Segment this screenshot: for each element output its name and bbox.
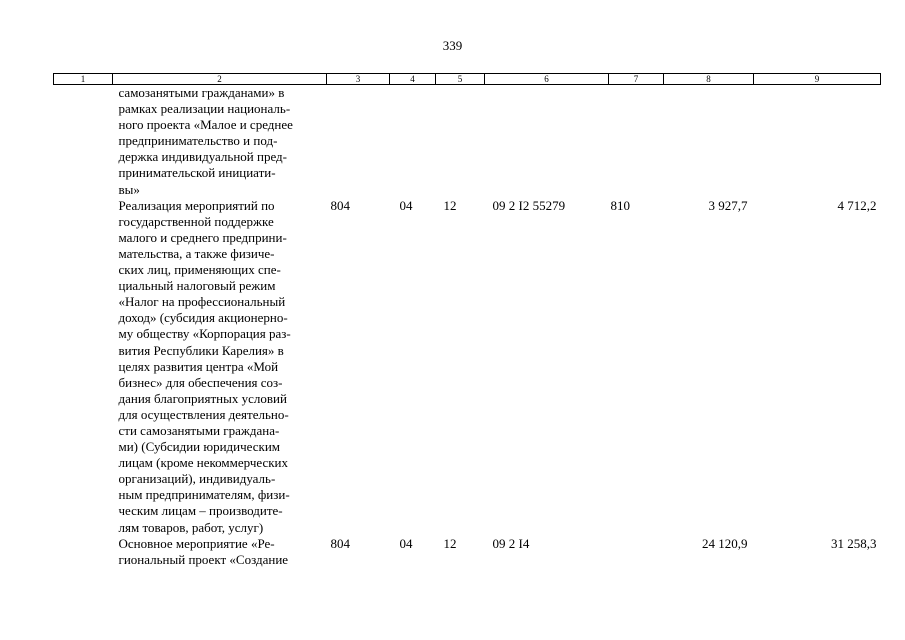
table-row: [54, 536, 881, 568]
column-header: 5: [436, 74, 485, 85]
name-line: ских лиц, применяющих спе-: [118, 262, 281, 278]
name-line: циальный налоговый режим: [118, 278, 276, 294]
name-line: государственной поддержке: [118, 213, 274, 229]
name-line: ческим лицам – производите-: [118, 503, 283, 519]
name-line: му обществу «Корпорация раз-: [118, 326, 291, 342]
name-line: вития Республики Карелия» в: [118, 342, 284, 358]
table-cell-code4: [390, 85, 436, 198]
name-line: предпринимательство и под-: [118, 133, 278, 149]
column-header: 8: [664, 74, 754, 85]
name-line: малого и среднего предприни-: [118, 229, 287, 245]
table-row: [54, 85, 881, 198]
table-cell-code7: [609, 85, 664, 198]
name-line: ного проекта «Малое и среднее: [118, 117, 293, 133]
name-line: мательства, а также физиче-: [118, 245, 275, 261]
table-cell-name: [113, 198, 327, 536]
table-cell-code7: 810: [610, 197, 630, 213]
name-line: гиональный проект «Создание: [118, 551, 289, 567]
name-line: Реализация мероприятий по: [118, 197, 275, 213]
name-line: лицам (кроме некоммерческих: [118, 455, 289, 471]
table-cell-code3: [327, 85, 390, 198]
table-cell-col1: [54, 198, 113, 536]
table-cell-name: [113, 536, 327, 568]
table-cell-code6: 09 2 I4: [492, 535, 530, 551]
table-cell-code7: [609, 536, 664, 568]
table-cell-name: [113, 85, 327, 198]
name-line: ми) (Субсидии юридическим: [118, 439, 281, 455]
name-line: целях развития центра «Мой: [118, 358, 279, 374]
column-header: 3: [327, 74, 390, 85]
name-line: самозанятыми гражданами» в: [118, 85, 285, 100]
name-line: ным предпринимателям, физи-: [118, 487, 290, 503]
column-header: 9: [754, 74, 881, 85]
name-line: рамках реализации националь-: [118, 101, 291, 117]
name-line: Основное мероприятие «Ре-: [118, 535, 275, 551]
table-header-row: [54, 74, 881, 85]
table-cell-col1: [54, 85, 113, 198]
name-line: принимательской инициати-: [118, 165, 276, 181]
name-line: для осуществления деятельно-: [118, 406, 289, 422]
table-cell-code6: 09 2 I2 55279: [492, 197, 566, 213]
page-number: 339: [442, 38, 463, 53]
table-cell-amount8: 24 120,9: [702, 535, 748, 551]
table-cell-code5: 12: [443, 535, 457, 551]
name-line: доход» (субсидия акционерно-: [118, 310, 288, 326]
column-header: 2: [113, 74, 327, 85]
table-cell-code3: 804: [330, 535, 350, 551]
table-cell-code4: 04: [399, 197, 413, 213]
table-cell-amount9: 31 258,3: [831, 535, 877, 551]
column-header: 1: [54, 74, 113, 85]
name-line: дания благоприятных условий: [118, 390, 287, 406]
table-cell-amount9: [754, 85, 881, 198]
table-row: [54, 198, 881, 536]
column-header: 6: [485, 74, 609, 85]
name-line: «Налог на профессиональный: [118, 294, 286, 310]
table-cell-amount9: 4 712,2: [837, 197, 877, 213]
table-cell-code3: 804: [330, 197, 350, 213]
table-cell-code4: 04: [399, 535, 413, 551]
column-header: 7: [609, 74, 664, 85]
table-cell-amount8: 3 927,7: [708, 197, 748, 213]
name-line: бизнес» для обеспечения соз-: [118, 374, 283, 390]
name-line: лям товаров, работ, услуг): [118, 519, 264, 535]
name-line: сти самозанятыми граждана-: [118, 422, 280, 438]
name-line: вы»: [118, 181, 140, 197]
budget-table: [53, 73, 881, 568]
name-line: организаций), индивидуаль-: [118, 471, 276, 487]
table-cell-code6: [485, 85, 609, 198]
table-cell-code5: [436, 85, 485, 198]
table-cell-code5: 12: [443, 197, 457, 213]
name-line: держка индивидуальной пред-: [118, 149, 287, 165]
table-cell-col1: [54, 536, 113, 568]
column-header: 4: [390, 74, 436, 85]
table-cell-amount8: [664, 85, 754, 198]
